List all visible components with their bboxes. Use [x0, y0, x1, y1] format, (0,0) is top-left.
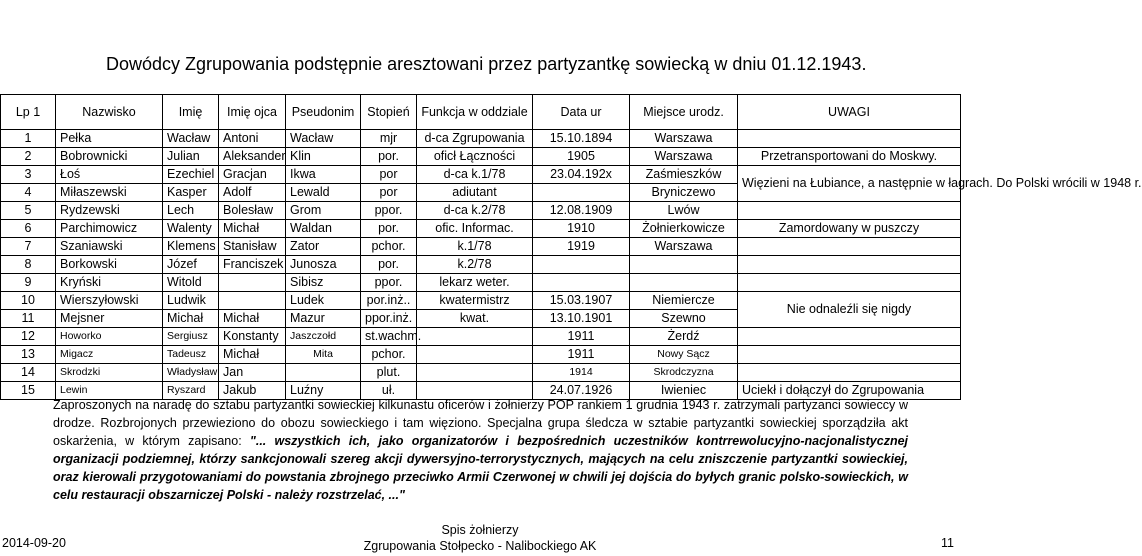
uwagi-cell: [738, 274, 961, 292]
col-header-lp: Lp 1: [1, 95, 56, 130]
uwagi-cell: [738, 202, 961, 220]
col-header-nazwisko: Nazwisko: [56, 95, 163, 130]
page-title: Dowódcy Zgrupowania podstępnie aresztowani przez partyzantkę sowiecką w dniu 01.12.1943.: [106, 54, 867, 74]
uwagi-cell: [738, 238, 961, 256]
table-row: 15 Lewin Ryszard Jakub Luźny uł. 24.07.1926 Iwieniec Uciekł i dołączył do Zgrupowania: [1, 382, 961, 400]
table-row: 6 Parchimowicz Walenty Michał Waldan por. ofic. Informac. 1910 Żołnierkowicze Zamordowany w puszczy: [1, 220, 961, 238]
table-row: 10 Wierszyłowski Ludwik Ludek por.inż.. kwatermistrz 15.03.1907 Niemiercze Nie odnaleźli się nigdy: [1, 292, 961, 310]
uwagi-cell: Nie odnaleźli się nigdy: [738, 292, 961, 328]
table-row: 2 Bobrownicki Julian Aleksander Klin por. oficł Łączności 1905 Warszawa Przetransportowani do Moskwy.: [1, 148, 961, 166]
table-row: 1 Pełka Wacław Antoni Wacław mjr d-ca Zgrupowania 15.10.1894 Warszawa: [1, 130, 961, 148]
table-row: 4 Miłaszewski Kasper Adolf Lewald por adiutant Bryniczewo: [1, 184, 961, 202]
footer-line-2: Zgrupowania Stołpecko - Nalibockiego AK: [363, 539, 597, 553]
table-header-row: [1, 95, 961, 130]
note-paragraph: [53, 396, 908, 504]
table-row: 7 Szaniawski Klemens Stanisław Zator pchor. k.1/78 1919 Warszawa: [1, 238, 961, 256]
page-number: 11: [941, 536, 954, 550]
table-row: 12 Howorko Sergiusz Konstanty Jaszczołd st.wachm. 1911 Żerdź: [1, 328, 961, 346]
footer-title: [0, 522, 960, 554]
col-header-uwagi: UWAGI: [738, 95, 961, 130]
uwagi-cell: Przetransportowani do Moskwy.: [738, 148, 961, 166]
table-row: 11 Mejsner Michał Michał Mazur ppor.inż. kwat. 13.10.1901 Szewno: [1, 310, 961, 328]
table-row: 13 Migacz Tadeusz Michał Mita pchor. 1911 Nowy Sącz: [1, 346, 961, 364]
uwagi-cell: [738, 328, 961, 346]
footer-line-1: Spis żołnierzy: [441, 523, 519, 537]
col-header-stopien: Stopień: [361, 95, 417, 130]
uwagi-cell: Więzieni na Łubiance, a następnie w łagrach. Do Polski wrócili w 1948 r.: [738, 166, 961, 202]
table-row: 14 Skrodzki Władysław Jan plut. 1914 Skrodczyzna: [1, 364, 961, 382]
col-header-imie-ojca: Imię ojca: [219, 95, 286, 130]
roster-table: [0, 94, 1142, 400]
table-row: 5 Rydzewski Lech Bolesław Grom ppor. d-ca k.2/78 12.08.1909 Lwów: [1, 202, 961, 220]
uwagi-cell: [738, 130, 961, 148]
col-header-miejsce: Miejsce urodz.: [630, 95, 738, 130]
uwagi-cell: [738, 256, 961, 274]
uwagi-cell: [738, 346, 961, 364]
col-header-funkcja: Funkcja w oddziale: [417, 95, 533, 130]
table-row: 9 Kryński Witold Sibisz ppor. lekarz weter.: [1, 274, 961, 292]
col-header-pseudonim: Pseudonim: [286, 95, 361, 130]
col-header-data-ur: Data ur: [533, 95, 630, 130]
note-text: Zaproszonych na naradę do sztabu partyzantki sowieckiej kilkunastu oficerów i żołnierzy POP rankiem 1 grudnia 1943 r. zatrzymali partyzanci sowieccy w drodze. Rozbrojonych przewieziono do obozu sowieckiego i tam więziono. Specjalna grupa śledcza w sztabie partyzantki sowieckiej sporządziła akt oskarżenia, w którym zapisano:: [53, 398, 908, 448]
uwagi-cell: Uciekł i dołączył do Zgrupowania: [738, 382, 961, 400]
uwagi-cell: [738, 364, 961, 382]
footer-date: 2014-09-20: [2, 536, 66, 550]
note-quote: "... wszystkich ich, jako organizatorów i bezpośrednich uczestników kontrrewolucyjno-nacjonalistycznej organizacji podziemnej, którzy sankcjonowali szereg akcji dywersyjno-terrorystycznych, mających na celu zniszczenie partyzantki sowieckiej, oraz kierowali przygotowaniami do powstania zbrojnego przeciwko Armii Czerwonej w chwili jej dojścia do byłych granic polsko-sowieckich, w celu restauracji obszarniczej Polski - należy rozstrzelać, ...": [53, 434, 908, 502]
uwagi-cell: Zamordowany w puszczy: [738, 220, 961, 238]
table-row: 3 Łoś Ezechiel Gracjan Ikwa por d-ca k.1/78 23.04.192x Zaśmieszków Więzieni na Łubiance, a następnie w łagrach. Do Polski wrócili w 1948 r.: [1, 166, 961, 184]
col-header-imie: Imię: [163, 95, 219, 130]
table-row: 8 Borkowski Józef Franciszek Junosza por. k.2/78: [1, 256, 961, 274]
